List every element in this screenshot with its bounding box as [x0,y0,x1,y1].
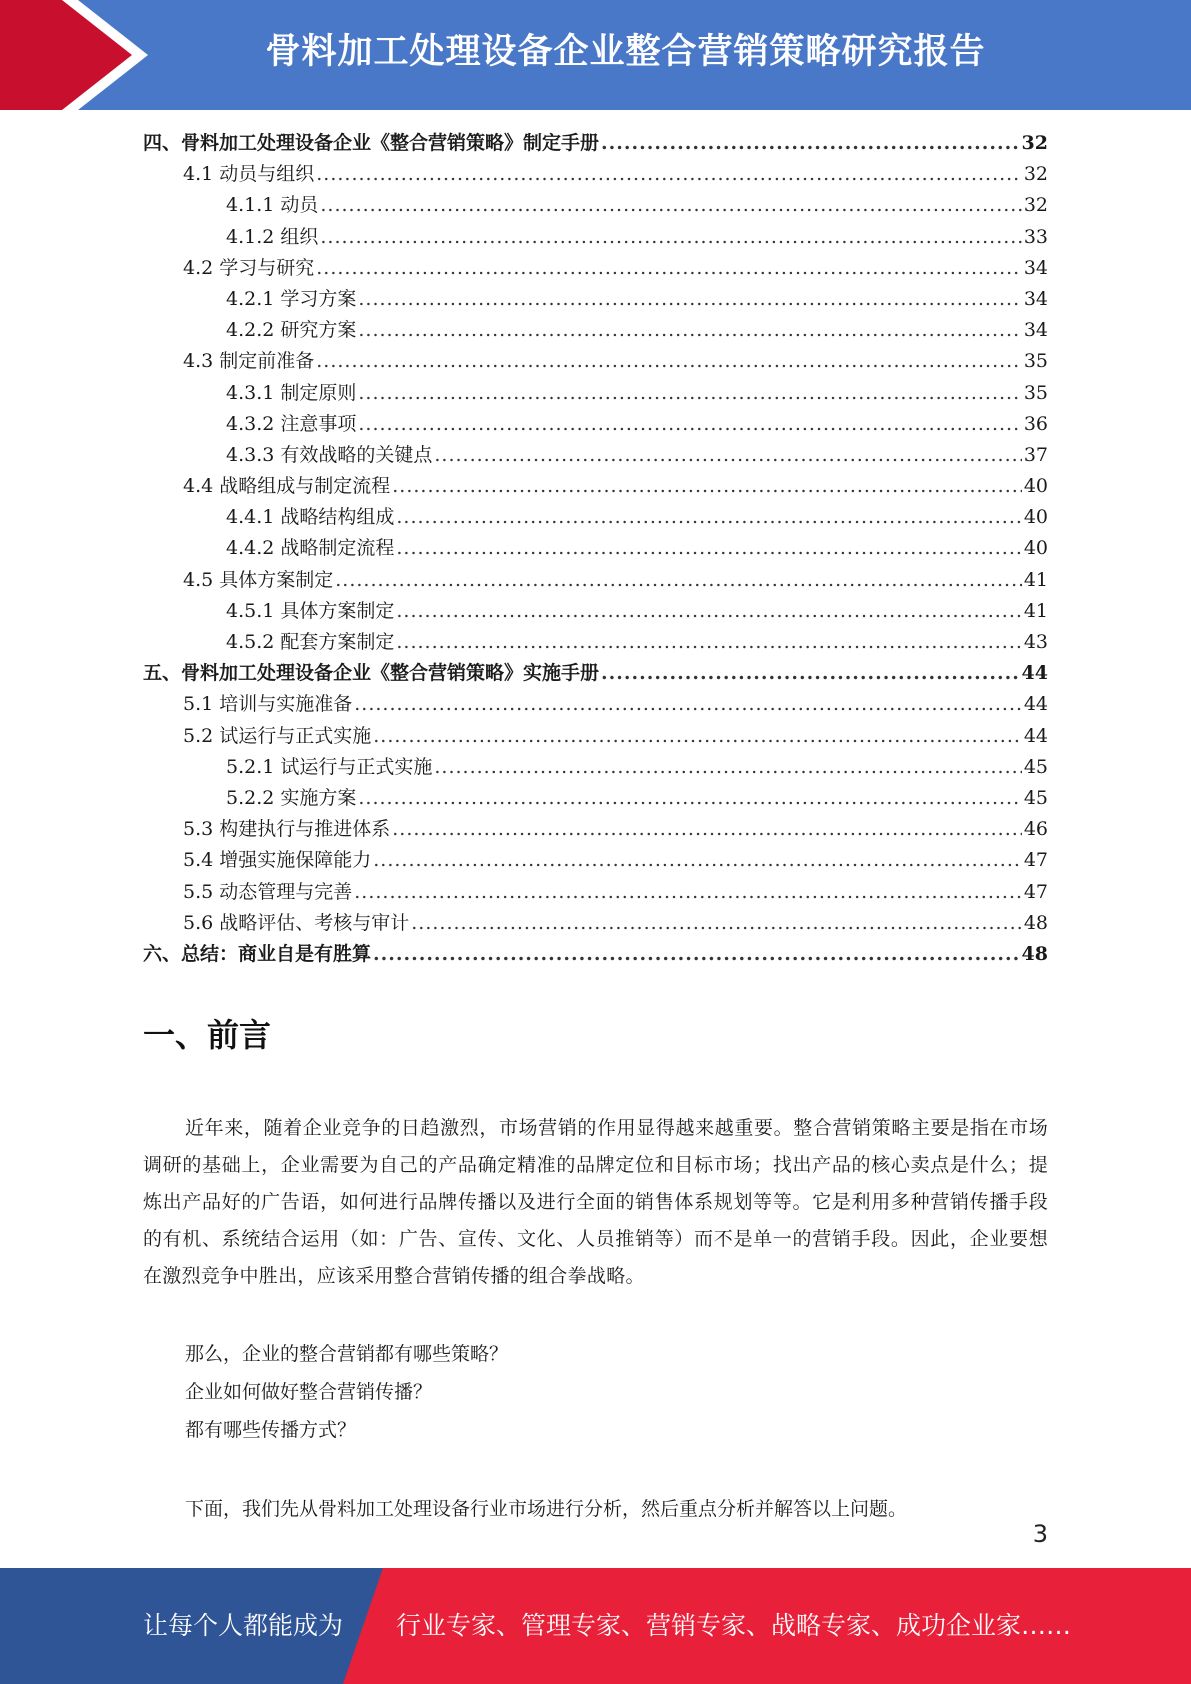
toc-leader-dots [373,849,1022,871]
toc-entry-label: 5.5 动态管理与完善 [183,880,353,903]
toc-entry[interactable] [143,908,1048,939]
toc-entry-label: 4.3.3 有效战略的关键点 [226,443,433,466]
table-of-contents [143,128,1048,970]
toc-entry-page: 37 [1023,443,1048,466]
footer-slogan-right: 行业专家、管理专家、营销专家、战略专家、成功企业家…… [396,1611,1072,1640]
toc-entry[interactable] [143,565,1048,596]
toc-entry-label: 4.5.1 具体方案制定 [226,599,395,622]
toc-leader-dots [320,194,1021,216]
toc-entry-label: 六、总结：商业自是有胜算 [143,942,372,965]
toc-entry-page: 40 [1023,475,1048,498]
toc-entry[interactable] [143,159,1048,190]
toc-entry[interactable] [143,658,1048,689]
toc-entry[interactable] [143,284,1048,315]
toc-entry-page: 40 [1023,506,1048,529]
page-header-banner [0,0,1191,110]
toc-entry-label: 4.4.1 战略结构组成 [226,506,395,529]
toc-leader-dots [434,756,1021,778]
page-footer-banner [0,1568,1191,1684]
toc-entry-page: 35 [1023,381,1048,404]
toc-entry-label: 4.3 制定前准备 [183,350,315,373]
toc-entry-page: 32 [1021,132,1048,154]
toc-leader-dots [392,475,1022,497]
toc-entry-label: 5.6 战略评估、考核与审计 [183,911,410,934]
question-line: 都有哪些传播方式？ [185,1419,357,1441]
toc-entry-label: 5.2 试运行与正式实施 [183,724,372,747]
toc-entry[interactable] [143,845,1048,876]
toc-entry[interactable] [143,253,1048,284]
toc-entry-label: 4.1.2 组织 [226,225,319,248]
toc-entry-label: 4.2.1 学习方案 [226,287,357,310]
question-line: 那么，企业的整合营销都有哪些策略？ [185,1343,509,1365]
toc-entry-page: 48 [1023,911,1048,934]
toc-entry-page: 41 [1023,568,1048,591]
toc-leader-dots [392,818,1022,840]
toc-entry-label: 4.3.1 制定原则 [226,381,357,404]
toc-entry[interactable] [143,689,1048,720]
toc-entry[interactable] [143,533,1048,564]
toc-entry[interactable] [143,752,1048,783]
toc-entry-label: 5.4 增强实施保障能力 [183,849,372,872]
toc-entry-label: 4.1.1 动员 [226,194,319,217]
toc-leader-dots [354,693,1022,715]
toc-leader-dots [320,226,1021,248]
toc-entry-page: 45 [1023,786,1048,809]
intro-paragraph: 近年来，随着企业竞争的日趋激烈，市场营销的作用显得越来越重要。整合营销策略主要是指在市场调研的基础上，企业需要为自己的产品确定精准的品牌定位和目标市场；找出产品的核心卖点是什么；提炼出产品好的广告语，如何进行品牌传播以及进行全面的销售体系规划等等。它是利用多种营销传播手段的有机、系统结合运用（如：广告、宣传、文化、人员推销等）而不是单一的营销手段。因此，企业要想在激烈竞争中胜出，应该采用整合营销传播的组合拳战略。 [143,1117,1048,1287]
toc-entry[interactable] [143,440,1048,471]
toc-leader-dots [358,382,1021,404]
toc-entry-label: 5.2.2 实施方案 [226,786,357,809]
toc-entry-label: 4.1 动员与组织 [183,163,315,186]
toc-leader-dots [358,288,1021,310]
toc-leader-dots [358,787,1021,809]
toc-leader-dots [358,319,1021,341]
toc-leader-dots [316,257,1022,279]
toc-entry-page: 45 [1023,755,1048,778]
toc-leader-dots [434,444,1021,466]
toc-leader-dots [316,163,1022,185]
toc-entry-page: 47 [1023,880,1048,903]
toc-entry-label: 4.2.2 研究方案 [226,319,357,342]
toc-entry-label: 4.2 学习与研究 [183,256,315,279]
toc-entry-page: 34 [1023,256,1048,279]
toc-entry[interactable] [143,721,1048,752]
toc-leader-dots [335,569,1022,591]
toc-leader-dots [411,912,1022,934]
toc-entry-label: 4.4.2 战略制定流程 [226,537,395,560]
toc-entry[interactable] [143,128,1048,159]
toc-leader-dots [373,943,1020,965]
toc-leader-dots [358,413,1021,435]
toc-leader-dots [601,132,1020,154]
toc-leader-dots [373,725,1022,747]
toc-entry-page: 44 [1023,724,1048,747]
toc-leader-dots [396,631,1021,653]
toc-entry[interactable] [143,190,1048,221]
page-number: 3 [1032,1520,1048,1548]
toc-entry[interactable] [143,877,1048,908]
toc-entry-label: 4.3.2 注意事项 [226,412,357,435]
toc-entry-page: 44 [1021,662,1048,685]
toc-entry-label: 5.1 培训与实施准备 [183,693,353,716]
toc-entry-page: 36 [1023,412,1048,435]
toc-entry[interactable] [143,222,1048,253]
toc-entry-page: 35 [1023,350,1048,373]
toc-entry-page: 34 [1023,319,1048,342]
toc-entry-page: 33 [1023,225,1048,248]
toc-entry-label: 5.3 构建执行与推进体系 [183,818,391,841]
report-title: 骨料加工处理设备企业整合营销策略研究报告 [265,32,986,72]
toc-entry-page: 40 [1023,537,1048,560]
toc-entry-label: 4.4 战略组成与制定流程 [183,475,391,498]
toc-leader-dots [354,881,1022,903]
toc-entry-page: 47 [1023,849,1048,872]
toc-entry[interactable] [143,502,1048,533]
toc-entry-page: 46 [1023,818,1048,841]
toc-entry-page: 44 [1023,693,1048,716]
toc-entry-label: 4.5.2 配套方案制定 [226,631,395,653]
toc-entry[interactable] [143,346,1048,377]
footer-slogan-left: 让每个人都能成为 [143,1611,344,1640]
toc-leader-dots [396,506,1021,528]
toc-entry[interactable] [143,596,1048,627]
toc-leader-dots [316,350,1022,372]
toc-entry[interactable] [143,471,1048,502]
toc-entry[interactable] [143,939,1048,970]
toc-leader-dots [396,537,1021,559]
toc-entry-label: 5.2.1 试运行与正式实施 [226,755,433,778]
toc-entry-page: 34 [1023,287,1048,310]
toc-entry-label: 五、骨料加工处理设备企业《整合营销策略》实施手册 [143,662,600,685]
toc-entry-page: 32 [1023,194,1048,217]
toc-entry-page: 32 [1023,163,1048,186]
toc-entry[interactable] [143,409,1048,440]
question-line: 企业如何做好整合营销传播？ [185,1381,433,1403]
toc-entry-page: 48 [1021,942,1048,965]
closing-paragraph: 下面，我们先从骨料加工处理设备行业市场进行分析，然后重点分析并解答以上问题。 [185,1498,908,1520]
toc-entry-page: 43 [1023,631,1048,653]
toc-entry[interactable] [143,783,1048,814]
toc-leader-dots [601,662,1020,684]
toc-leader-dots [396,600,1021,622]
section-heading: 一、前言 [143,1016,272,1054]
toc-entry[interactable] [143,378,1048,409]
toc-entry-label: 4.5 具体方案制定 [183,568,334,591]
toc-entry[interactable] [143,315,1048,346]
toc-entry[interactable] [143,627,1048,658]
toc-entry-label: 四、骨料加工处理设备企业《整合营销策略》制定手册 [143,132,600,154]
toc-entry[interactable] [143,814,1048,845]
toc-entry-page: 41 [1023,599,1048,622]
